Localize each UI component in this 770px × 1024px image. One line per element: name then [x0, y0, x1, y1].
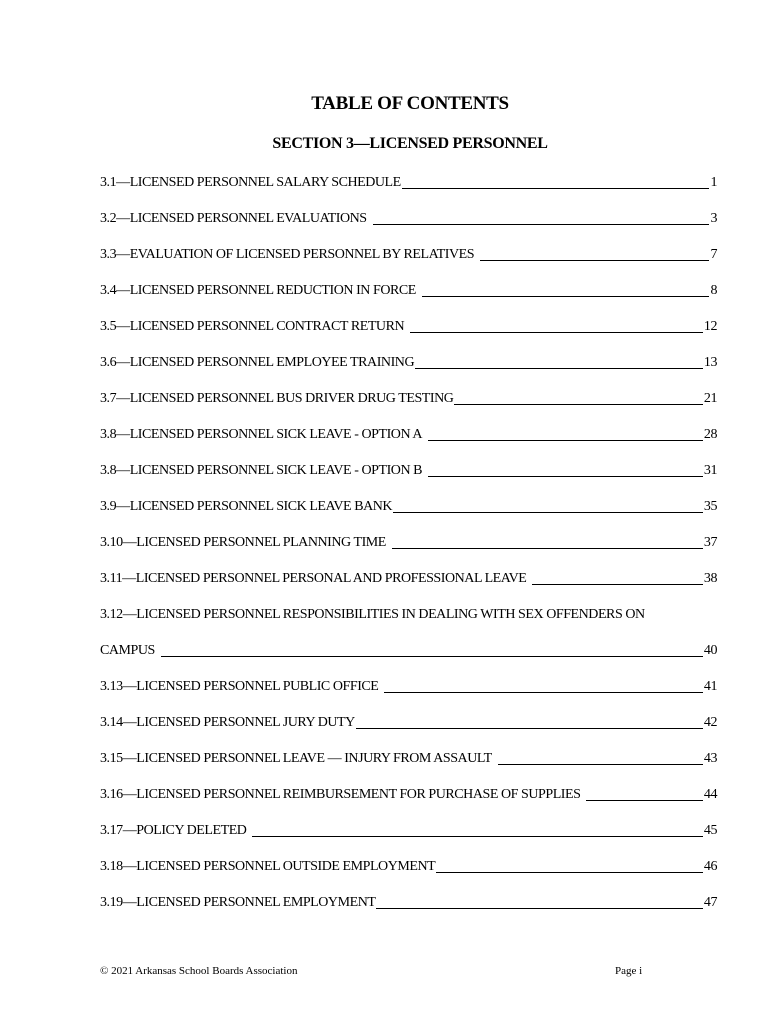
toc-leader-line	[392, 534, 703, 549]
toc-entry[interactable]	[100, 714, 717, 750]
toc-entry-page: 47	[703, 895, 717, 910]
toc-entry-title: 3.18—LICENSED PERSONNEL OUTSIDE EMPLOYMENT	[100, 859, 436, 874]
toc-leader-line	[402, 174, 710, 189]
toc-entry-title: 3.15—LICENSED PERSONNEL LEAVE — INJURY FROM ASSAULT	[100, 751, 492, 766]
document-title: TABLE OF CONTENTS	[311, 93, 509, 114]
toc-leader-line	[436, 858, 703, 873]
toc-entry-page: 3	[710, 211, 717, 226]
toc-leader-line	[410, 318, 703, 333]
toc-entry[interactable]	[100, 426, 717, 462]
toc-entry[interactable]	[100, 750, 717, 786]
toc-leader-line	[480, 246, 709, 261]
toc-entry[interactable]	[100, 174, 717, 210]
toc-entry[interactable]	[100, 390, 717, 426]
toc-entry-page: 21	[703, 391, 717, 406]
toc-entry[interactable]	[100, 570, 717, 606]
toc-entry[interactable]	[100, 318, 717, 354]
toc-leader-line	[454, 390, 702, 405]
toc-entry-title: 3.19—LICENSED PERSONNEL EMPLOYMENT	[100, 895, 376, 910]
toc-leader-line	[356, 714, 703, 729]
toc-entry-page: 31	[703, 463, 717, 478]
toc-entry-title: 3.7—LICENSED PERSONNEL BUS DRIVER DRUG TESTING	[100, 391, 454, 406]
toc-entry[interactable]	[100, 786, 717, 822]
toc-leader-line	[161, 642, 703, 657]
toc-entry-page: 1	[710, 175, 717, 190]
toc-leader-line	[376, 894, 702, 909]
toc-entry[interactable]	[100, 606, 717, 642]
toc-entry-title: 3.13—LICENSED PERSONNEL PUBLIC OFFICE	[100, 679, 379, 694]
toc-entry-title: 3.14—LICENSED PERSONNEL JURY DUTY	[100, 715, 355, 730]
toc-entry-title: 3.2—LICENSED PERSONNEL EVALUATIONS	[100, 211, 367, 226]
toc-entry-title: 3.4—LICENSED PERSONNEL REDUCTION IN FORCE	[100, 283, 416, 298]
toc-entry-page: 41	[703, 679, 717, 694]
toc-entry[interactable]	[100, 210, 717, 246]
toc-entry-title: 3.8—LICENSED PERSONNEL SICK LEAVE - OPTION A	[100, 427, 423, 442]
toc-entry-page: 35	[703, 499, 717, 514]
toc-entry-title: CAMPUS	[100, 643, 155, 658]
toc-entry[interactable]	[100, 822, 717, 858]
toc-leader-line	[373, 210, 710, 225]
toc-leader-line	[252, 822, 702, 837]
toc-entry[interactable]	[100, 498, 717, 534]
toc-entry-page: 7	[710, 247, 717, 262]
toc-entry-page: 46	[703, 859, 717, 874]
toc-entry[interactable]	[100, 894, 717, 930]
toc-entry[interactable]	[100, 354, 717, 390]
toc-entry-page: 40	[703, 643, 717, 658]
toc-entry-page: 13	[703, 355, 717, 370]
toc-leader-line	[422, 282, 710, 297]
toc-entry[interactable]	[100, 534, 717, 570]
toc-entry-title: 3.6—LICENSED PERSONNEL EMPLOYEE TRAINING	[100, 355, 415, 370]
toc-entry-title: 3.3—EVALUATION OF LICENSED PERSONNEL BY RELATIVES	[100, 247, 475, 262]
toc-leader-line	[393, 498, 703, 513]
toc-entry-title: 3.8—LICENSED PERSONNEL SICK LEAVE - OPTION B	[100, 463, 423, 478]
toc-entry[interactable]	[100, 462, 717, 498]
toc-entry-title: 3.1—LICENSED PERSONNEL SALARY SCHEDULE	[100, 175, 401, 190]
toc-entry-title: 3.9—LICENSED PERSONNEL SICK LEAVE BANK	[100, 499, 393, 514]
toc-entry-title: 3.12—LICENSED PERSONNEL RESPONSIBILITIES IN DEALING WITH SEX OFFENDERS ON	[100, 607, 645, 622]
toc-leader-line	[586, 786, 702, 801]
toc-leader-line	[384, 678, 702, 693]
toc-entry-title: 3.5—LICENSED PERSONNEL CONTRACT RETURN	[100, 319, 405, 334]
toc-entry-title: 3.17—POLICY DELETED	[100, 823, 247, 838]
toc-leader-line	[498, 750, 703, 765]
toc-leader-line	[532, 570, 702, 585]
toc-entry[interactable]	[100, 678, 717, 714]
toc-entry-page: 37	[703, 535, 717, 550]
toc-entry-page: 38	[703, 571, 717, 586]
section-title: SECTION 3—LICENSED PERSONNEL	[272, 135, 548, 152]
toc-entry-page: 45	[703, 823, 717, 838]
toc-entry-page: 43	[703, 751, 717, 766]
toc-entry[interactable]	[100, 858, 717, 894]
toc-entry-page: 12	[703, 319, 717, 334]
toc-entry-title: 3.11—LICENSED PERSONNEL PERSONAL AND PROFESSIONAL LEAVE	[100, 571, 527, 586]
toc-entry-page: 42	[703, 715, 717, 730]
footer-copyright: © 2021 Arkansas School Boards Association	[100, 965, 298, 977]
toc-leader-line	[415, 354, 703, 369]
toc-entry-page: 28	[703, 427, 717, 442]
toc-entry-page: 8	[710, 283, 717, 298]
toc-entry-continuation[interactable]	[100, 642, 717, 678]
toc-entry[interactable]	[100, 246, 717, 282]
toc-entry-page: 44	[703, 787, 717, 802]
toc-entry-title: 3.16—LICENSED PERSONNEL REIMBURSEMENT FOR PURCHASE OF SUPPLIES	[100, 787, 581, 802]
footer-page-number: Page i	[615, 965, 643, 977]
table-of-contents	[100, 174, 717, 930]
toc-leader-line	[428, 426, 703, 441]
toc-entry-title: 3.10—LICENSED PERSONNEL PLANNING TIME	[100, 535, 386, 550]
toc-leader-line	[428, 462, 703, 477]
toc-entry[interactable]	[100, 282, 717, 318]
